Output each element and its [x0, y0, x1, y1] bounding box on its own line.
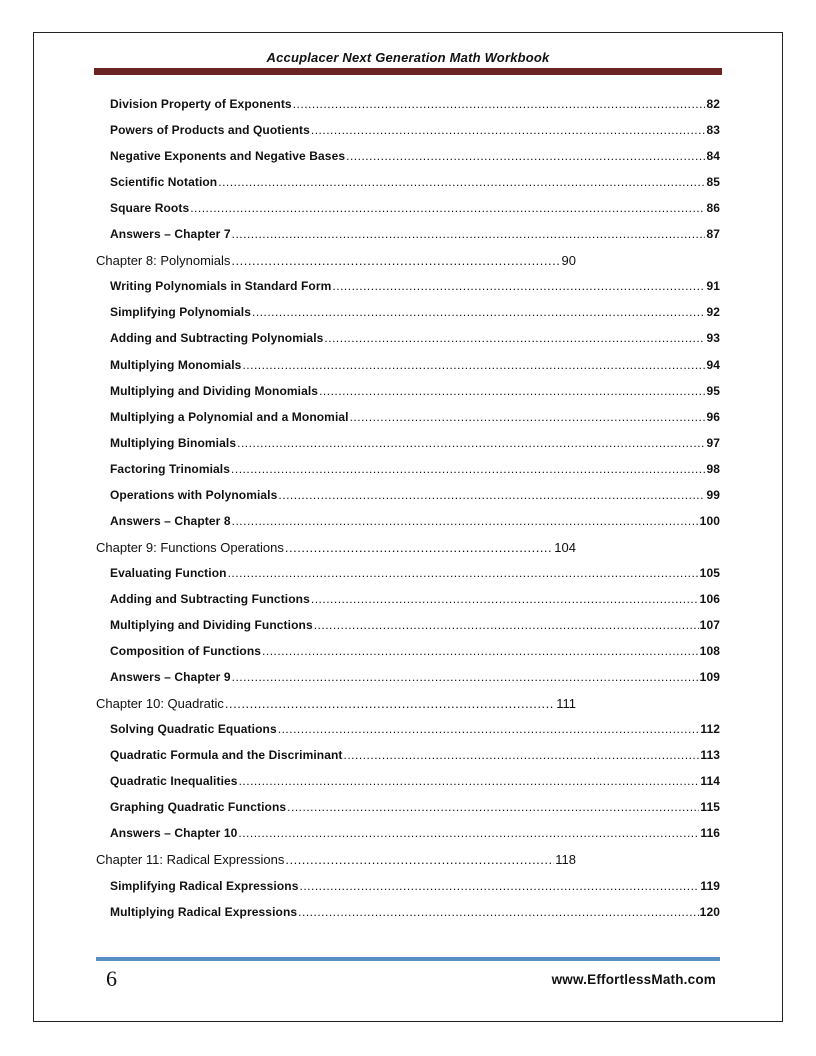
toc-entry-label: Powers of Products and Quotients [110, 123, 310, 138]
toc-entry-label: Evaluating Function [110, 565, 227, 580]
toc-entry-page: 106 [699, 591, 720, 606]
toc-dot-leader [190, 201, 705, 215]
toc-entry-label: Multiplying Monomials [110, 357, 242, 372]
toc-entry-page: 99 [706, 487, 720, 502]
toc-section-entry[interactable] [110, 774, 720, 788]
toc-entry-label: Multiplying Binomials [110, 435, 237, 450]
toc-entry-page: 97 [706, 435, 720, 450]
toc-section-entry[interactable] [110, 410, 720, 424]
toc-entry-label: Composition of Functions [110, 644, 262, 659]
toc-entry-page: 83 [706, 123, 720, 138]
toc-entry-label: Adding and Subtracting Polynomials [110, 331, 324, 346]
toc-entry-page: 94 [706, 357, 720, 372]
toc-dot-leader [232, 514, 699, 528]
toc-section-entry[interactable] [110, 800, 720, 814]
toc-entry-label: Simplifying Radical Expressions [110, 878, 299, 893]
toc-entry-label: Graphing Quadratic Functions [110, 800, 287, 815]
toc-section-entry[interactable] [110, 436, 720, 450]
toc-entry-label: Multiplying a Polynomial and a Monomial [110, 409, 349, 424]
toc-dot-leader [287, 800, 699, 814]
toc-dot-leader [228, 566, 699, 580]
toc-entry-page: 111 [556, 696, 576, 712]
toc-dot-leader [300, 879, 700, 893]
toc-entry-label: Multiplying Radical Expressions [110, 904, 298, 919]
toc-entry-label: Chapter 10: Quadratic [96, 696, 224, 712]
toc-section-entry[interactable] [110, 331, 720, 345]
toc-dot-leader [231, 462, 705, 476]
toc-entry-page: 118 [555, 852, 576, 868]
toc-dot-leader [311, 123, 706, 137]
toc-entry-page: 109 [699, 670, 720, 685]
toc-entry-page: 115 [700, 800, 720, 815]
toc-section-entry[interactable] [110, 748, 720, 762]
toc-entry-label: Multiplying and Dividing Monomials [110, 383, 319, 398]
toc-section-entry[interactable] [110, 123, 720, 137]
toc-entry-page: 113 [700, 748, 720, 763]
toc-dot-leader [239, 774, 700, 788]
toc-entry-page: 96 [706, 409, 720, 424]
toc-entry-label: Scientific Notation [110, 175, 218, 190]
page-number: 6 [106, 966, 117, 991]
toc-section-entry[interactable] [110, 826, 720, 840]
toc-section-entry[interactable] [110, 227, 720, 241]
toc-dot-leader [293, 97, 706, 111]
toc-section-entry[interactable] [110, 358, 720, 372]
toc-dot-leader [262, 644, 699, 658]
toc-section-entry[interactable] [110, 618, 720, 632]
toc-section-entry[interactable] [110, 566, 720, 580]
toc-entry-label: Answers – Chapter 10 [110, 826, 238, 841]
toc-dot-leader [225, 696, 555, 711]
toc-entry-label: Chapter 9: Functions Operations [96, 539, 284, 555]
toc-dot-leader [232, 670, 699, 684]
toc-dot-leader [346, 149, 705, 163]
toc-entry-page: 92 [706, 305, 720, 320]
toc-dot-leader [350, 410, 706, 424]
toc-entry-page: 87 [706, 227, 720, 242]
toc-section-entry[interactable] [110, 175, 720, 189]
toc-entry-label: Writing Polynomials in Standard Form [110, 279, 332, 294]
toc-chapter-entry[interactable] [96, 852, 576, 867]
toc-entry-page: 95 [706, 383, 720, 398]
toc-entry-label: Answers – Chapter 7 [110, 227, 231, 242]
toc-chapter-entry[interactable] [96, 253, 576, 268]
toc-entry-label: Solving Quadratic Equations [110, 722, 277, 737]
toc-dot-leader [231, 253, 560, 268]
toc-entry-page: 105 [699, 565, 720, 580]
toc-entry-label: Division Property of Exponents [110, 97, 292, 111]
toc-entry-page: 100 [699, 513, 720, 528]
toc-entry-label: Chapter 8: Polynomials [96, 253, 231, 269]
toc-entry-label: Negative Exponents and Negative Bases [110, 149, 346, 164]
toc-section-entry[interactable] [110, 279, 720, 293]
toc-dot-leader [278, 488, 705, 502]
toc-entry-page: 108 [699, 644, 720, 659]
toc-entry-page: 116 [700, 826, 720, 841]
toc-entry-page: 120 [699, 904, 720, 919]
footer-rule [96, 957, 720, 961]
toc-section-entry[interactable] [110, 462, 720, 476]
toc-chapter-entry[interactable] [96, 540, 576, 555]
toc-entry-label: Adding and Subtracting Functions [110, 591, 310, 606]
toc-entry-label: Chapter 11: Radical Expressions [96, 852, 285, 868]
toc-dot-leader [218, 175, 705, 189]
toc-section-entry[interactable] [110, 722, 720, 736]
toc-section-entry[interactable] [110, 305, 720, 319]
toc-section-entry[interactable] [110, 488, 720, 502]
toc-entry-page: 90 [561, 253, 576, 269]
toc-section-entry[interactable] [110, 201, 720, 215]
toc-entry-label: Simplifying Polynomials [110, 305, 251, 320]
toc-entry-page: 114 [700, 774, 720, 789]
toc-dot-leader [285, 852, 554, 867]
toc-dot-leader [232, 227, 706, 241]
toc-dot-leader [324, 331, 705, 345]
toc-entry-page: 119 [700, 878, 720, 893]
toc-entry-page: 86 [706, 201, 720, 216]
toc-entry-page: 84 [706, 149, 720, 164]
toc-entry-page: 85 [706, 175, 720, 190]
toc-section-entry[interactable] [110, 514, 720, 528]
toc-dot-leader [314, 618, 699, 632]
toc-entry-label: Answers – Chapter 8 [110, 513, 231, 528]
toc-section-entry[interactable] [110, 149, 720, 163]
toc-dot-leader [237, 436, 705, 450]
toc-entry-label: Operations with Polynomials [110, 487, 278, 502]
toc-section-entry[interactable] [110, 879, 720, 893]
toc-section-entry[interactable] [110, 97, 720, 111]
toc-entry-label: Quadratic Inequalities [110, 774, 238, 789]
toc-entry-page: 107 [699, 618, 720, 632]
toc-dot-leader [242, 358, 705, 372]
toc-entry-page: 104 [554, 539, 576, 555]
toc-section-entry[interactable] [110, 670, 720, 684]
toc-dot-leader [298, 905, 699, 919]
toc-entry-page: 93 [706, 331, 720, 346]
toc-entry-page: 112 [700, 722, 720, 737]
toc-chapter-entry[interactable] [96, 696, 576, 711]
toc-dot-leader [332, 279, 705, 293]
toc-entry-page: 82 [706, 97, 720, 111]
toc-entry-label: Quadratic Formula and the Discriminant [110, 748, 343, 763]
toc-dot-leader [278, 722, 700, 736]
toc-entry-label: Square Roots [110, 201, 190, 216]
footer-site-link[interactable]: www.EffortlessMath.com [551, 972, 716, 987]
toc-section-entry[interactable] [110, 384, 720, 398]
running-header-title: Accuplacer Next Generation Math Workbook [266, 50, 550, 65]
toc-section-entry[interactable] [110, 905, 720, 919]
toc-dot-leader [319, 384, 705, 398]
toc-entry-label: Answers – Chapter 9 [110, 670, 231, 685]
toc-section-entry[interactable] [110, 644, 720, 658]
toc-entry-page: 98 [706, 461, 720, 476]
toc-section-entry[interactable] [110, 592, 720, 606]
toc-entry-label: Multiplying and Dividing Functions [110, 618, 313, 632]
toc-dot-leader [344, 748, 700, 762]
toc-dot-leader [285, 540, 553, 555]
toc-entry-page: 91 [706, 279, 720, 294]
toc-entry-label: Factoring Trinomials [110, 461, 231, 476]
toc-dot-leader [238, 826, 699, 840]
toc-dot-leader [311, 592, 699, 606]
toc-dot-leader [252, 305, 705, 319]
